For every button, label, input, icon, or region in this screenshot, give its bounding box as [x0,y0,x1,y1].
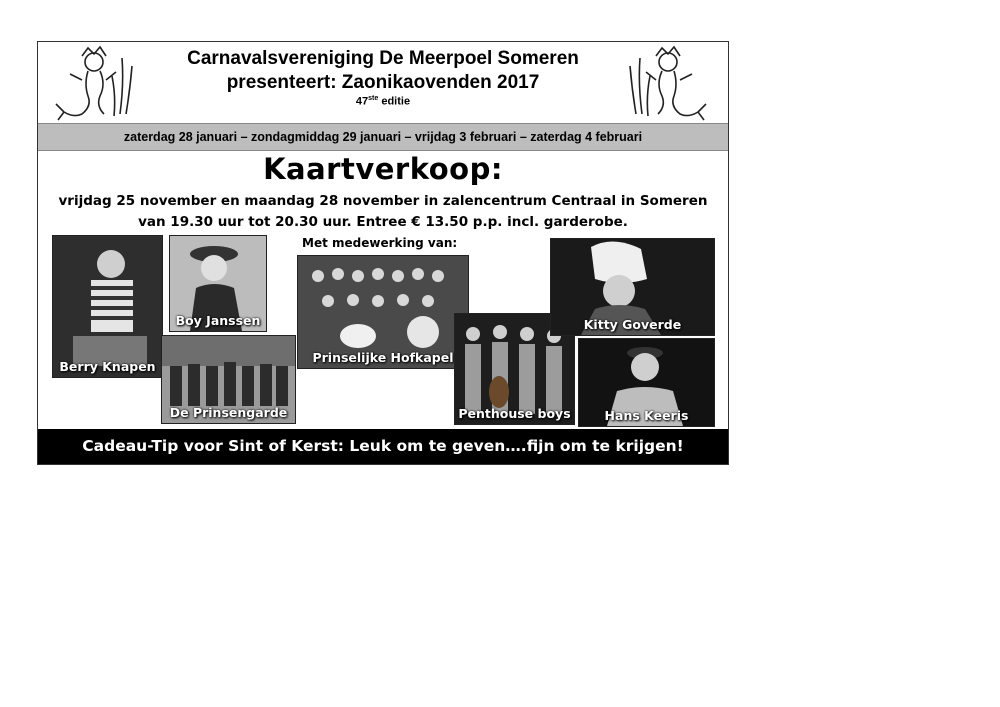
photo-boy-janssen [169,235,267,332]
performer-silhouette-icon [53,236,162,377]
caption-boy-janssen: Boy Janssen [175,313,261,328]
ticket-sale-heading: Kaartverkoop: [263,152,503,186]
ticket-sale-info-line2: van 19.30 uur tot 20.30 uur. Entree € 13.50 p.p. incl. garderobe. [138,214,628,230]
gift-tip-banner: Cadeau-Tip voor Sint of Kerst: Leuk om te geven….fijn om te krijgen! [38,429,728,464]
event-title: presenteert: Zaonikaovenden 2017 [226,72,540,93]
mermaid-mascot-left-icon [52,44,136,124]
caption-penthouse-boys: Penthouse boys [458,406,571,421]
association-title: Carnavalsvereniging De Meerpoel Someren [187,48,579,69]
photo-prinselijke-hofkapel [297,255,469,369]
caption-berry-knapen: Berry Knapen [59,359,156,374]
caption-hans-keeris: Hans Keeris [604,408,689,423]
photo-kitty-goverde [550,238,715,336]
mermaid-mascot-right-icon [626,44,710,124]
flyer [37,41,729,465]
featuring-label: Met medewerking van: [302,236,458,250]
photo-hans-keeris [578,338,715,427]
photo-berry-knapen [52,235,163,378]
caption-kitty-goverde: Kitty Goverde [583,317,682,332]
event-dates-bar: zaterdag 28 januari – zondagmiddag 29 januari – vrijdag 3 februari – zaterdag 4 februari [38,123,728,151]
ticket-sale-info-line1: vrijdag 25 november en maandag 28 november in zalencentrum Centraal in Someren [58,193,708,209]
caption-prinselijke-hofkapel: Prinselijke Hofkapel [312,350,454,365]
caption-de-prinsengarde: De Prinsengarde [169,405,288,420]
photo-de-prinsengarde [161,335,296,424]
edition-label: 47ste editie [355,95,411,108]
